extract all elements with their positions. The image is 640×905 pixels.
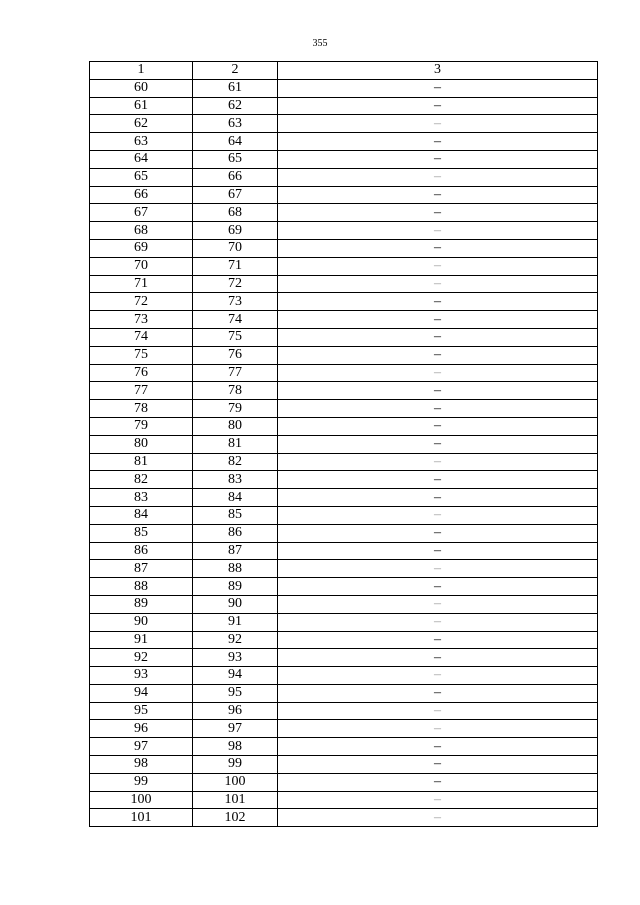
page-number: 355 — [312, 38, 328, 49]
table-cell-col-2: 66 — [193, 168, 278, 186]
table-cell-col-2: 93 — [193, 649, 278, 667]
table-cell-col-3: – — [278, 115, 598, 133]
table-cell-col-2: 102 — [193, 809, 278, 827]
table-cell-col-3: – — [278, 400, 598, 418]
table-cell-col-1: 85 — [90, 524, 193, 542]
table-cell-col-3: – — [278, 649, 598, 667]
table-cell-col-1: 82 — [90, 471, 193, 489]
table-cell-col-1: 92 — [90, 649, 193, 667]
table-cell-col-3: – — [278, 222, 598, 240]
table-cell-col-2: 74 — [193, 311, 278, 329]
table-cell-col-1: 94 — [90, 684, 193, 702]
table-cell-col-3: – — [278, 382, 598, 400]
table-row — [90, 453, 598, 471]
table-row — [90, 382, 598, 400]
table-cell-col-3: – — [278, 293, 598, 311]
table-row — [90, 222, 598, 240]
table-cell-col-1: 74 — [90, 328, 193, 346]
table-row — [90, 364, 598, 382]
table-cell-col-2: 72 — [193, 275, 278, 293]
table-row — [90, 738, 598, 756]
table-cell-col-1: 67 — [90, 204, 193, 222]
table-cell-col-3: – — [278, 578, 598, 596]
table-row — [90, 791, 598, 809]
table-cell-col-3: – — [278, 133, 598, 151]
table-cell-col-3: – — [278, 631, 598, 649]
table-cell-col-2: 71 — [193, 257, 278, 275]
table-cell-col-2: 80 — [193, 417, 278, 435]
table-row — [90, 400, 598, 418]
table-cell-col-2: 69 — [193, 222, 278, 240]
table-cell-col-1: 86 — [90, 542, 193, 560]
table-cell-col-2: 70 — [193, 239, 278, 257]
table-row — [90, 631, 598, 649]
table-cell-col-2: 79 — [193, 400, 278, 418]
table-row — [90, 328, 598, 346]
table-cell-col-3: – — [278, 168, 598, 186]
table-row — [90, 417, 598, 435]
table-cell-col-2: 97 — [193, 720, 278, 738]
table-cell-col-1: 60 — [90, 79, 193, 97]
column-header-3: 3 — [278, 62, 598, 80]
table-cell-col-1: 87 — [90, 560, 193, 578]
table-cell-col-3: – — [278, 756, 598, 774]
table-header-row — [90, 62, 598, 80]
table-cell-col-3: – — [278, 720, 598, 738]
table-cell-col-3: – — [278, 435, 598, 453]
table-cell-col-2: 83 — [193, 471, 278, 489]
table-cell-col-1: 71 — [90, 275, 193, 293]
table-row — [90, 150, 598, 168]
table-cell-col-2: 63 — [193, 115, 278, 133]
table-cell-col-3: – — [278, 667, 598, 685]
table-cell-col-3: – — [278, 613, 598, 631]
table-cell-col-2: 65 — [193, 150, 278, 168]
table-cell-col-1: 88 — [90, 578, 193, 596]
table-cell-col-2: 62 — [193, 97, 278, 115]
table-cell-col-1: 99 — [90, 773, 193, 791]
table-row — [90, 684, 598, 702]
table-row — [90, 756, 598, 774]
table-cell-col-1: 91 — [90, 631, 193, 649]
table-cell-col-1: 64 — [90, 150, 193, 168]
table-row — [90, 186, 598, 204]
table-cell-col-3: – — [278, 79, 598, 97]
table-row — [90, 346, 598, 364]
table-cell-col-3: – — [278, 542, 598, 560]
table-row — [90, 649, 598, 667]
table-row — [90, 809, 598, 827]
table-cell-col-2: 73 — [193, 293, 278, 311]
table-cell-col-1: 80 — [90, 435, 193, 453]
table-cell-col-1: 100 — [90, 791, 193, 809]
table-cell-col-2: 94 — [193, 667, 278, 685]
table-cell-col-2: 85 — [193, 506, 278, 524]
table-cell-col-3: – — [278, 204, 598, 222]
table-cell-col-2: 61 — [193, 79, 278, 97]
table-row — [90, 773, 598, 791]
table-cell-col-1: 63 — [90, 133, 193, 151]
table-row — [90, 168, 598, 186]
table-cell-col-2: 78 — [193, 382, 278, 400]
table-cell-col-2: 88 — [193, 560, 278, 578]
table-cell-col-2: 100 — [193, 773, 278, 791]
table-row — [90, 293, 598, 311]
table-row — [90, 560, 598, 578]
table-cell-col-3: – — [278, 328, 598, 346]
table-row — [90, 204, 598, 222]
table-row — [90, 275, 598, 293]
table-cell-col-1: 72 — [90, 293, 193, 311]
table-cell-col-1: 98 — [90, 756, 193, 774]
table-row — [90, 133, 598, 151]
table-cell-col-2: 101 — [193, 791, 278, 809]
table-cell-col-2: 64 — [193, 133, 278, 151]
table-cell-col-3: – — [278, 311, 598, 329]
table-row — [90, 435, 598, 453]
table-cell-col-3: – — [278, 702, 598, 720]
table-cell-col-1: 101 — [90, 809, 193, 827]
table-cell-col-1: 77 — [90, 382, 193, 400]
table-row — [90, 595, 598, 613]
table-cell-col-1: 90 — [90, 613, 193, 631]
table-cell-col-1: 76 — [90, 364, 193, 382]
table-cell-col-2: 77 — [193, 364, 278, 382]
table-cell-col-1: 97 — [90, 738, 193, 756]
table-cell-col-3: – — [278, 239, 598, 257]
data-table — [89, 61, 598, 827]
table-cell-col-1: 61 — [90, 97, 193, 115]
table-cell-col-2: 96 — [193, 702, 278, 720]
table-row — [90, 542, 598, 560]
table-row — [90, 667, 598, 685]
table-row — [90, 524, 598, 542]
table-cell-col-3: – — [278, 364, 598, 382]
table-cell-col-2: 76 — [193, 346, 278, 364]
table-cell-col-2: 68 — [193, 204, 278, 222]
table-cell-col-3: – — [278, 346, 598, 364]
table-row — [90, 720, 598, 738]
table-cell-col-2: 99 — [193, 756, 278, 774]
table-cell-col-2: 75 — [193, 328, 278, 346]
table-cell-col-3: – — [278, 684, 598, 702]
table-cell-col-3: – — [278, 257, 598, 275]
table-row — [90, 311, 598, 329]
table-cell-col-1: 79 — [90, 417, 193, 435]
table-cell-col-1: 70 — [90, 257, 193, 275]
column-header-1: 1 — [90, 62, 193, 80]
table-cell-col-2: 95 — [193, 684, 278, 702]
table-cell-col-2: 67 — [193, 186, 278, 204]
table-cell-col-2: 82 — [193, 453, 278, 471]
table-cell-col-1: 89 — [90, 595, 193, 613]
table-cell-col-3: – — [278, 489, 598, 507]
table-cell-col-2: 86 — [193, 524, 278, 542]
table-row — [90, 97, 598, 115]
table-row — [90, 578, 598, 596]
column-header-2: 2 — [193, 62, 278, 80]
table-cell-col-2: 84 — [193, 489, 278, 507]
table-cell-col-1: 68 — [90, 222, 193, 240]
table-cell-col-2: 81 — [193, 435, 278, 453]
table-row — [90, 257, 598, 275]
table-cell-col-3: – — [278, 417, 598, 435]
table-cell-col-3: – — [278, 809, 598, 827]
table-cell-col-3: – — [278, 524, 598, 542]
table-cell-col-1: 66 — [90, 186, 193, 204]
table-cell-col-1: 84 — [90, 506, 193, 524]
table-cell-col-1: 65 — [90, 168, 193, 186]
table-cell-col-1: 81 — [90, 453, 193, 471]
table-row — [90, 613, 598, 631]
table-cell-col-1: 83 — [90, 489, 193, 507]
table-cell-col-3: – — [278, 186, 598, 204]
table-cell-col-2: 90 — [193, 595, 278, 613]
table-cell-col-3: – — [278, 595, 598, 613]
table-cell-col-3: – — [278, 560, 598, 578]
table-cell-col-3: – — [278, 506, 598, 524]
table-row — [90, 702, 598, 720]
table-cell-col-3: – — [278, 453, 598, 471]
table-row — [90, 506, 598, 524]
table-cell-col-3: – — [278, 471, 598, 489]
table-cell-col-1: 96 — [90, 720, 193, 738]
table-cell-col-1: 93 — [90, 667, 193, 685]
table-cell-col-1: 95 — [90, 702, 193, 720]
table-cell-col-2: 89 — [193, 578, 278, 596]
table-cell-col-3: – — [278, 791, 598, 809]
table-cell-col-3: – — [278, 275, 598, 293]
table-cell-col-3: – — [278, 773, 598, 791]
table-cell-col-2: 91 — [193, 613, 278, 631]
table-cell-col-1: 62 — [90, 115, 193, 133]
table-cell-col-1: 69 — [90, 239, 193, 257]
table-row — [90, 79, 598, 97]
table-body — [90, 79, 598, 826]
table-row — [90, 471, 598, 489]
table-row — [90, 239, 598, 257]
table-cell-col-3: – — [278, 738, 598, 756]
table-row — [90, 115, 598, 133]
table-cell-col-1: 73 — [90, 311, 193, 329]
table-cell-col-2: 98 — [193, 738, 278, 756]
table-cell-col-3: – — [278, 150, 598, 168]
table-row — [90, 489, 598, 507]
table-cell-col-2: 87 — [193, 542, 278, 560]
table-cell-col-3: – — [278, 97, 598, 115]
table-cell-col-1: 75 — [90, 346, 193, 364]
table-cell-col-1: 78 — [90, 400, 193, 418]
table-cell-col-2: 92 — [193, 631, 278, 649]
